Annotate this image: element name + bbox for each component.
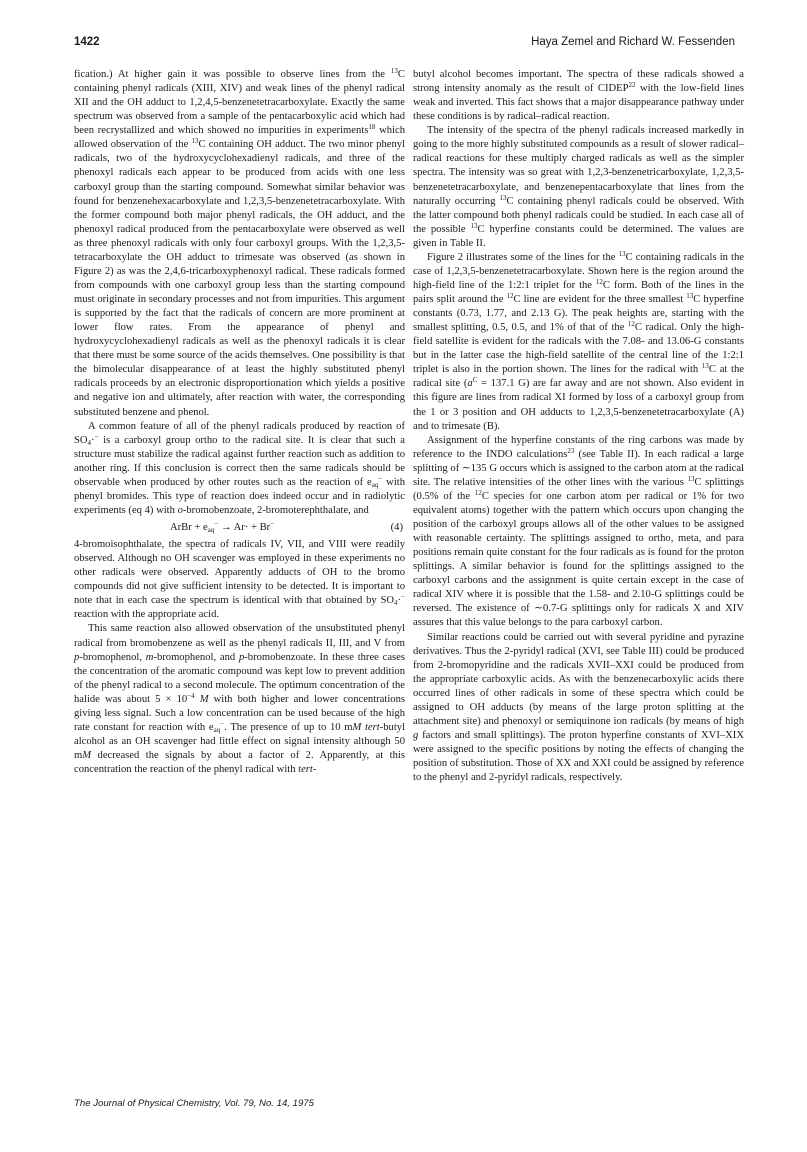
paragraph: fication.) At higher gain it was possible to observe lines from the $^{13}$C containing phenyl radicals (XIII, XIV) and weak lines of the phenyl radical XII and the OH adduct to 1,2,4,5-benzenetetracarboxylate. Exactly the same spectrum was observed from a sample of the pentacarboxylic acid which had been recrystallized and which showed no impurities in experiments$^{18}$ which allowed observation of the $^{13}$C containing OH adduct. The two minor phenyl radicals, two of the hydroxycyclohexadienyl radicals, and three of the phenoxyl radicals each appear to be produced from acids with one less carboxyl group than the starting compound. Somewhat similar behavior was found for benzenehexacarboxylate and 1,2,3,5-benzenetetracarboxylate. With the former compound both major phenyl radicals, the OH adduct, and the phenoxyl radical produced from the pentacarboxylate were observed as well as three phenoxyl radicals with only four carboxyl groups. With the 1,2,3,5-tetracarboxylate the OH adduct to trimesate was observed (as shown in Figure 2) as was the 2,4,6-tricarboxyphenoxyl radical. These radicals formed from compounds with one carboxyl group less than the starting compound must originate in secondary processes and not from impurities. This argument is supported by the fact that the radicals of concern are more prominent at lower flow rates. From the appearance of phenyl and hydroxycyclohexadienyl radicals as well as the phenoxyl radicals it is clear that there must be some source of the acids themselves. One possibility is that the bimolecular disappearance of at least the highly substituted phenyl radicals proceeds by an electronic disproportionation which yields a positive and negative ion and ultimately, after reaction with water, the corresponding substituted benzene and phenol. [74, 67, 406, 418]
equation-body: ArBr + $e_{aq}^- \to Ar\cdot + Br^-$ [170, 520, 275, 534]
equation-4 [74, 518, 405, 538]
page-number: 1422 [74, 36, 100, 48]
paragraph: A common feature of all of the phenyl radicals produced by reaction of $SO_4\cdot^-$ is a carboxyl group ortho to the radical site. It is clear that such a structure must stabilize the radical against further reaction such as addition to another ring. If this conclusion is correct then the same radicals should be observable when produced by other routes such as the reaction of $e_{aq}^-$ with phenyl bromides. This type of reaction does indeed occur and in radiolytic experiments (eq 4) with o-bromobenzoate, 2-bromoterephthalate, and [74, 420, 406, 516]
journal-footer: The Journal of Physical Chemistry, Vol. 79, No. 14, 1975 [74, 1098, 314, 1109]
paragraph: Assignment of the hyperfine constants of the ring carbons was made by reference to the INDO calculations$^{23}$ (see Table II). In each radical a large splitting of ∼135 G occurs which is assigned to the carbon atom at the radical site. The relative intensities of the other lines with the various $^{13}$C splittings (0.5% of the $^{12}$C species for one carbon atom per radical or 1% for two equivalent atoms) together with the pattern which occurs upon changing the position of the carboxyl groups allows all of the other values to be assigned with reasonable certainty. The splittings assigned to ortho, meta, and para positions remain quite constant for the four radicals as is found for the proton splittings. A similar behavior is found for the splittings assigned to the carboxyl carbons and the assignment is quite certain except in the case of radical XIV where it is possible that the 1.58- and 2.10-G splittings could be reversed. The existence of ∼0.7-G splittings only for radicals X and XIV assures that this value belongs to the para carboxyl carbon. [413, 434, 744, 629]
left-column [74, 68, 405, 777]
paragraph: This same reaction also allowed observation of the unsubstituted phenyl radical from bromobenzene as well as the phenyl radicals II, III, and V from p-bromophenol, m-bromophenol, and p-bromobenzoate. In these three cases the concentration of the aromatic compound was kept low to prevent addition of the phenyl radical to a second molecule. The optimum concentration of the halide was about $5 \times 10^{-4}$ M with both higher and lower concentrations giving less signal. Such a low concentration can be used because of the high rate constant for reaction with $e_{aq}^-$. The presence of up to 10 mM tert-butyl alcohol as an OH scavenger had little effect on signal intensity although 50 mM decreased the signals by about a factor of 2. Apparently, at this concentration the reaction of the phenyl radical with tert- [74, 623, 406, 776]
paragraph: Figure 2 illustrates some of the lines for the $^{13}$C containing radicals in the case of 1,2,3,5-benzenetetracarboxylate. Shown here is the region around the high-field line of the 1:2:1 triplet for the $^{12}$C form. Both of the lines in the pairs split around the $^{12}$C line are evident for the three smallest $^{13}$C hyperfine constants (0.73, 1.77, and 2.13 G). The peak heights are, starting with the smallest splitting, 0.5, 0.5, and 1% of that of the $^{12}$C radical. Only the high-field satellite is evident for the radicals with the 7.08- and 13.06-G constants but in the latter case the high-field satellite of the central line of the 1:2:1 triplet is also in the portion shown. The lines for the radical with $^{13}$C at the radical site ($a^C = 137.1$ G) are far away and are not shown. Also evident in this figure are lines from radical XI formed by loss of a carboxyl group from the 1 or 3 position and OH adducts to 1,2,3,5-benzenetetracarboxylate (A) and to trimesate (B). [413, 249, 745, 432]
paragraph: Similar reactions could be carried out with several pyridine and pyrazine derivatives. Thus the 2-pyridyl radical (XVI, see Table III) could be produced from 2-bromopyridine and the radicals XVII–XXI could be produced from the appropriate carboxylic acids. As with the benzenecarboxylic acids there occurred lines of other radicals in some of these spectra which could be assigned to OH adducts (by means of the large proton splitting at the attachment site) and phenoxyl or semiquinone ion radicals (by means of high g factors and small splittings). The proton hyperfine constants of XVI–XIX were assigned to the specific positions by noting the effects of changing the position of substitution. Those of XX and XXI could be assigned by reference to the phenyl and 2-pyridyl radicals, respectively. [413, 631, 744, 784]
paragraph: 4-bromoisophthalate, the spectra of radicals IV, VII, and VIII were readily observed. Although no OH scavenger was employed in these experiments no other radicals were observed. Apparently adducts of OH to the bromo compounds did not give sufficient intensity to be detected. It is important to note that in each case the spectrum is identical with that obtained by $SO_4\cdot^-$ reaction with the appropriate acid. [74, 539, 405, 621]
right-column [413, 68, 744, 785]
equation-number: (4) [390, 522, 403, 533]
paragraph: butyl alcohol becomes important. The spectra of these radicals showed a strong intensity anomaly as the result of CIDEP$^{22}$ with the low-field lines weak and inverted. This fact shows that a major disappearance pathway under these conditions is by radical–radical reaction. [413, 69, 744, 123]
paragraph: The intensity of the spectra of the phenyl radicals increased markedly in going to the more highly substituted compounds as a result of slower radical–radical reactions for these multiply charged radicals as well as the simpler spectra. The intensity was so great with 1,2,3-benzenetricarboxylate, 1,2,3,5-benzenetetracarboxylate, and benzenepentacarboxylate that lines from the naturally occurring $^{13}$C containing phenyl radicals could be observed. With the latter compound both phenyl radicals could be studied. In each case all of the possible $^{13}$C hyperfine constants could be determined. The values are given in Table II. [413, 125, 744, 249]
running-head-authors: Haya Zemel and Richard W. Fessenden [531, 36, 735, 48]
